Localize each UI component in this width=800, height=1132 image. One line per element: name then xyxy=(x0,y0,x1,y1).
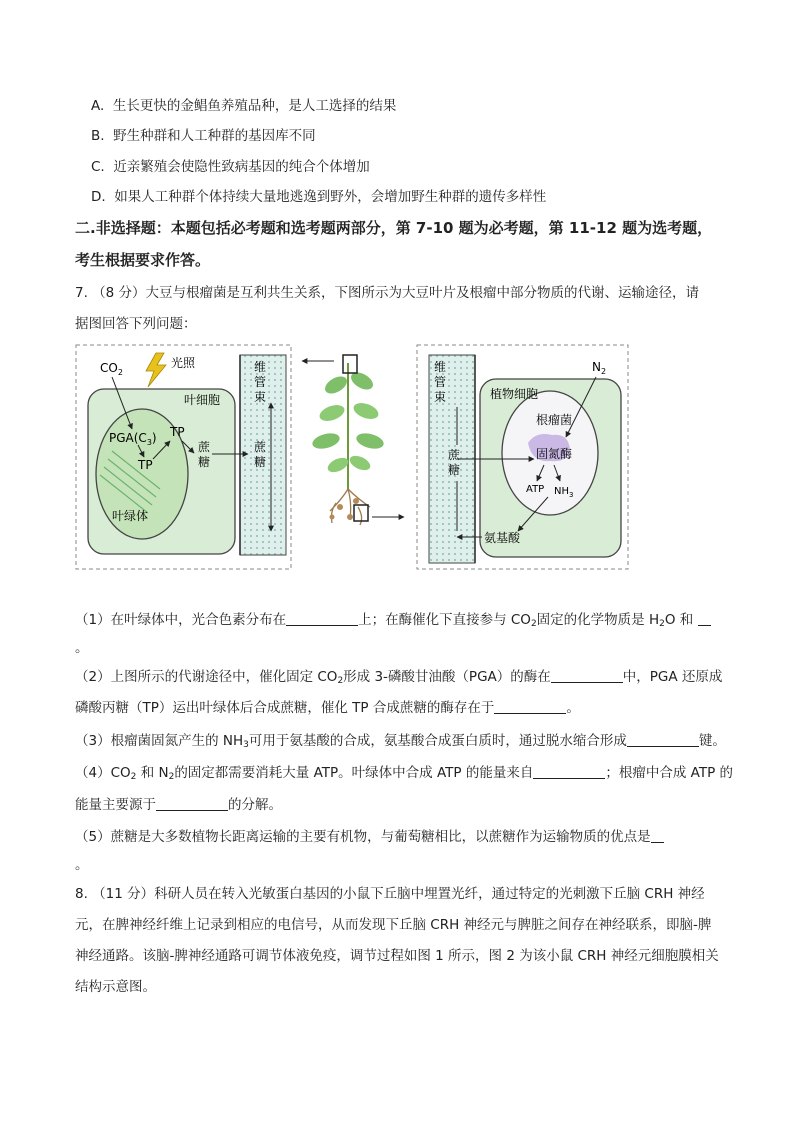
leaf-cell-label: 叶细胞 xyxy=(184,393,221,407)
sucrose-cell-label-2: 糖 xyxy=(198,455,211,469)
answer-blank-4b[interactable] xyxy=(156,796,228,811)
answer-blank-2a[interactable] xyxy=(551,668,623,683)
answer-blank-5[interactable] xyxy=(651,828,664,843)
amino-acid-label: 氨基酸 xyxy=(484,531,521,545)
pga-label: $PGA(C_3)$ xyxy=(109,431,157,447)
sucrose-vessel-label-1: 蔗 xyxy=(254,440,267,454)
sucrose-vessel-label-2: 糖 xyxy=(254,455,267,469)
vascular-right-label-3: 束 xyxy=(434,390,447,404)
tp-export-label: TP xyxy=(170,425,185,439)
answer-blank-2b[interactable] xyxy=(494,699,566,714)
q7-part1: （1）在叶绿体中，光合色素分布在 上；在酶催化下直接参与 $CO_2$固定的化学物质是 $H_2O$ 和 xyxy=(75,610,711,630)
option-a: A. 生长更快的金鲳鱼养殖品种，是人工选择的结果 xyxy=(91,98,397,114)
sucrose-right-label-1: 蔗 xyxy=(448,448,461,462)
sucrose-right-label-2: 糖 xyxy=(448,463,461,477)
vascular-left-label-2: 管 xyxy=(254,375,267,389)
plant-cell-label: 植物细胞 xyxy=(490,387,539,401)
q7-figure xyxy=(74,341,630,573)
section-heading-line2: 考生根据要求作答。 xyxy=(75,251,211,269)
q8-line1: 8. （11 分）科研人员在转入光敏蛋白基因的小鼠下丘脑中埋置光纤，通过特定的光刺激下丘脑 CRH 神经 xyxy=(75,886,705,902)
chloroplast-label: 叶绿体 xyxy=(112,509,149,523)
q7-part1-end: 。 xyxy=(75,640,89,656)
n2-label: $N_2$ xyxy=(592,360,607,376)
option-d: D. 如果人工种群个体持续大量地逃逸到野外，会增加野生种群的遗传多样性 xyxy=(91,189,547,205)
q7-part2-line2: 磷酸丙糖（TP）运出叶绿体后合成蔗糖，催化 TP 合成蔗糖的酶存在于 。 xyxy=(75,700,580,716)
vascular-right-label-2: 管 xyxy=(434,375,447,389)
vascular-left-label-1: 维 xyxy=(254,360,267,374)
tp-label: TP xyxy=(138,458,153,472)
q7-part4-line1: $(4)CO_2$ 和 $N_2$的固定都需要消耗大量 ATP。叶绿体中合成 ATP 的能量来自 ；根瘤中合成 ATP 的 xyxy=(75,765,734,782)
sucrose-cell-label-1: 蔗 xyxy=(198,440,211,454)
section-heading-line1: 二.非选择题：本题包括必考题和选考题两部分，第 7-10 题为必考题，第 11-12 题为选考题， xyxy=(75,219,713,237)
answer-blank-1a[interactable] xyxy=(286,611,358,626)
soybean-plant-icon xyxy=(311,363,386,525)
q7-part3: （3）根瘤菌固氮产生的 $NH_3$可用于氨基酸的合成，氨基酸合成蛋白质时，通过脱水缩合形成 键。 xyxy=(75,733,726,750)
q7-intro-line2: 据图回答下列问题： xyxy=(75,316,197,332)
q8-line3: 神经通路。该脑-脾神经通路可调节体液免疫，调节过程如图 1 所示，图 2 为该小鼠 CRH 神经元细胞膜相关 xyxy=(75,948,719,964)
q7-part5-end: 。 xyxy=(75,857,89,873)
option-c: C. 近亲繁殖会使隐性致病基因的纯合个体增加 xyxy=(91,159,370,175)
atp-label: ATP xyxy=(526,484,545,495)
q7-intro-line1: 7. （8 分）大豆与根瘤菌是互利共生关系，下图所示为大豆叶片及根瘤中部分物质的代谢、运输途径，请 xyxy=(75,285,700,301)
answer-blank-1b[interactable] xyxy=(698,611,711,626)
leaf-selection-box xyxy=(343,355,357,373)
q7-part2-line1: （2）上图所示的代谢途径中，催化固定 $CO_2$形成 3-磷酸甘油酸（PGA）的酶在 中，PGA 还原成 xyxy=(75,669,723,686)
nh3-label: $NH_3$ xyxy=(554,486,574,499)
vascular-left-label-3: 束 xyxy=(254,390,267,404)
q8-line2: 元，在脾神经纤维上记录到相应的电信号，从而发现下丘脑 CRH 神经元与脾脏之间存在神经联系，即脑-脾 xyxy=(75,917,712,933)
light-label: 光照 xyxy=(171,356,196,370)
option-b: B. 野生种群和人工种群的基因库不同 xyxy=(91,128,316,144)
q8-line4: 结构示意图。 xyxy=(75,979,156,995)
rhizobium-label: 根瘤菌 xyxy=(536,413,573,427)
nitrogenase-label: 固氮酶 xyxy=(536,447,573,461)
q7-part4-line2: 能量主要源于 的分解。 xyxy=(75,797,282,813)
answer-blank-4a[interactable] xyxy=(533,764,605,779)
q7-part5: （5）蔗糖是大多数植物长距离运输的主要有机物，与葡萄糖相比，以蔗糖作为运输物质的优点是 xyxy=(75,827,664,847)
vascular-right-label-1: 维 xyxy=(434,360,447,374)
co2-label: $CO_2$ xyxy=(100,361,123,377)
answer-blank-3[interactable] xyxy=(627,732,699,747)
